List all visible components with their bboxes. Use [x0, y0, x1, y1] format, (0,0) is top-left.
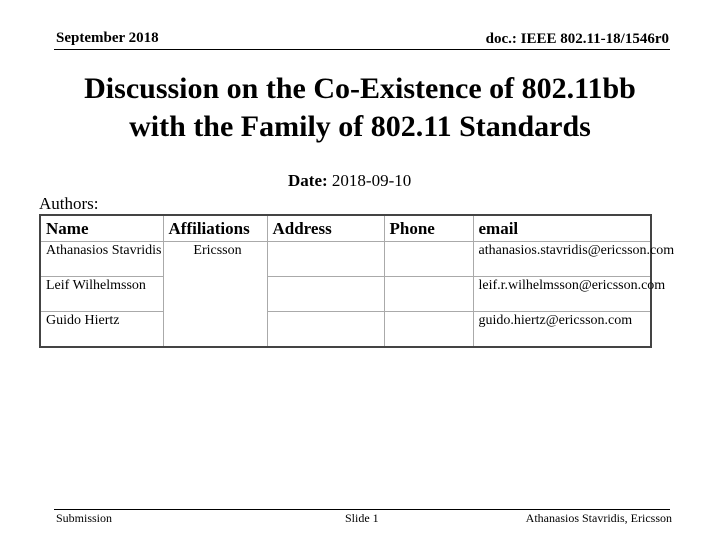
author-name: Athanasios Stavridis	[40, 242, 163, 277]
date-label: Date:	[288, 171, 328, 190]
table-header-row	[40, 215, 651, 242]
author-affiliation: Ericsson	[163, 242, 267, 348]
author-address	[267, 312, 384, 348]
slide-title	[0, 70, 720, 146]
table-row	[40, 277, 651, 312]
table-row	[40, 242, 651, 277]
title-line-1: Discussion on the Co-Existence of 802.11bb	[84, 72, 636, 105]
authors-label: Authors:	[39, 194, 99, 213]
column-header-affiliations: Affiliations	[163, 215, 267, 242]
title-line-2: with the Family of 802.11 Standards	[129, 110, 591, 143]
column-header-email: email	[473, 215, 651, 242]
author-address	[267, 277, 384, 312]
author-address	[267, 242, 384, 277]
column-header-phone: Phone	[384, 215, 473, 242]
date-line	[288, 171, 411, 191]
author-phone	[384, 312, 473, 348]
author-email: athanasios.stavridis@ericsson.com	[473, 242, 651, 277]
author-email: guido.hiertz@ericsson.com	[473, 312, 651, 348]
column-header-name: Name	[40, 215, 163, 242]
column-header-address: Address	[267, 215, 384, 242]
header-divider	[54, 49, 670, 50]
author-email: leif.r.wilhelmsson@ericsson.com	[473, 277, 651, 312]
authors-table	[39, 214, 675, 348]
table-row	[40, 312, 651, 348]
footer-submission: Submission	[56, 511, 113, 525]
author-phone	[384, 277, 473, 312]
author-name: Leif Wilhelmsson	[40, 277, 163, 312]
header-date: September 2018	[56, 30, 159, 46]
author-phone	[384, 242, 473, 277]
footer-author: Athanasios Stavridis, Ericsson	[525, 511, 672, 525]
date-value: 2018-09-10	[327, 171, 412, 190]
author-name: Guido Hiertz	[40, 312, 163, 348]
header-doc-id: doc.: IEEE 802.11-18/1546r0	[485, 31, 669, 47]
footer-slide-number: Slide 1	[345, 511, 379, 525]
footer-divider	[54, 509, 670, 510]
